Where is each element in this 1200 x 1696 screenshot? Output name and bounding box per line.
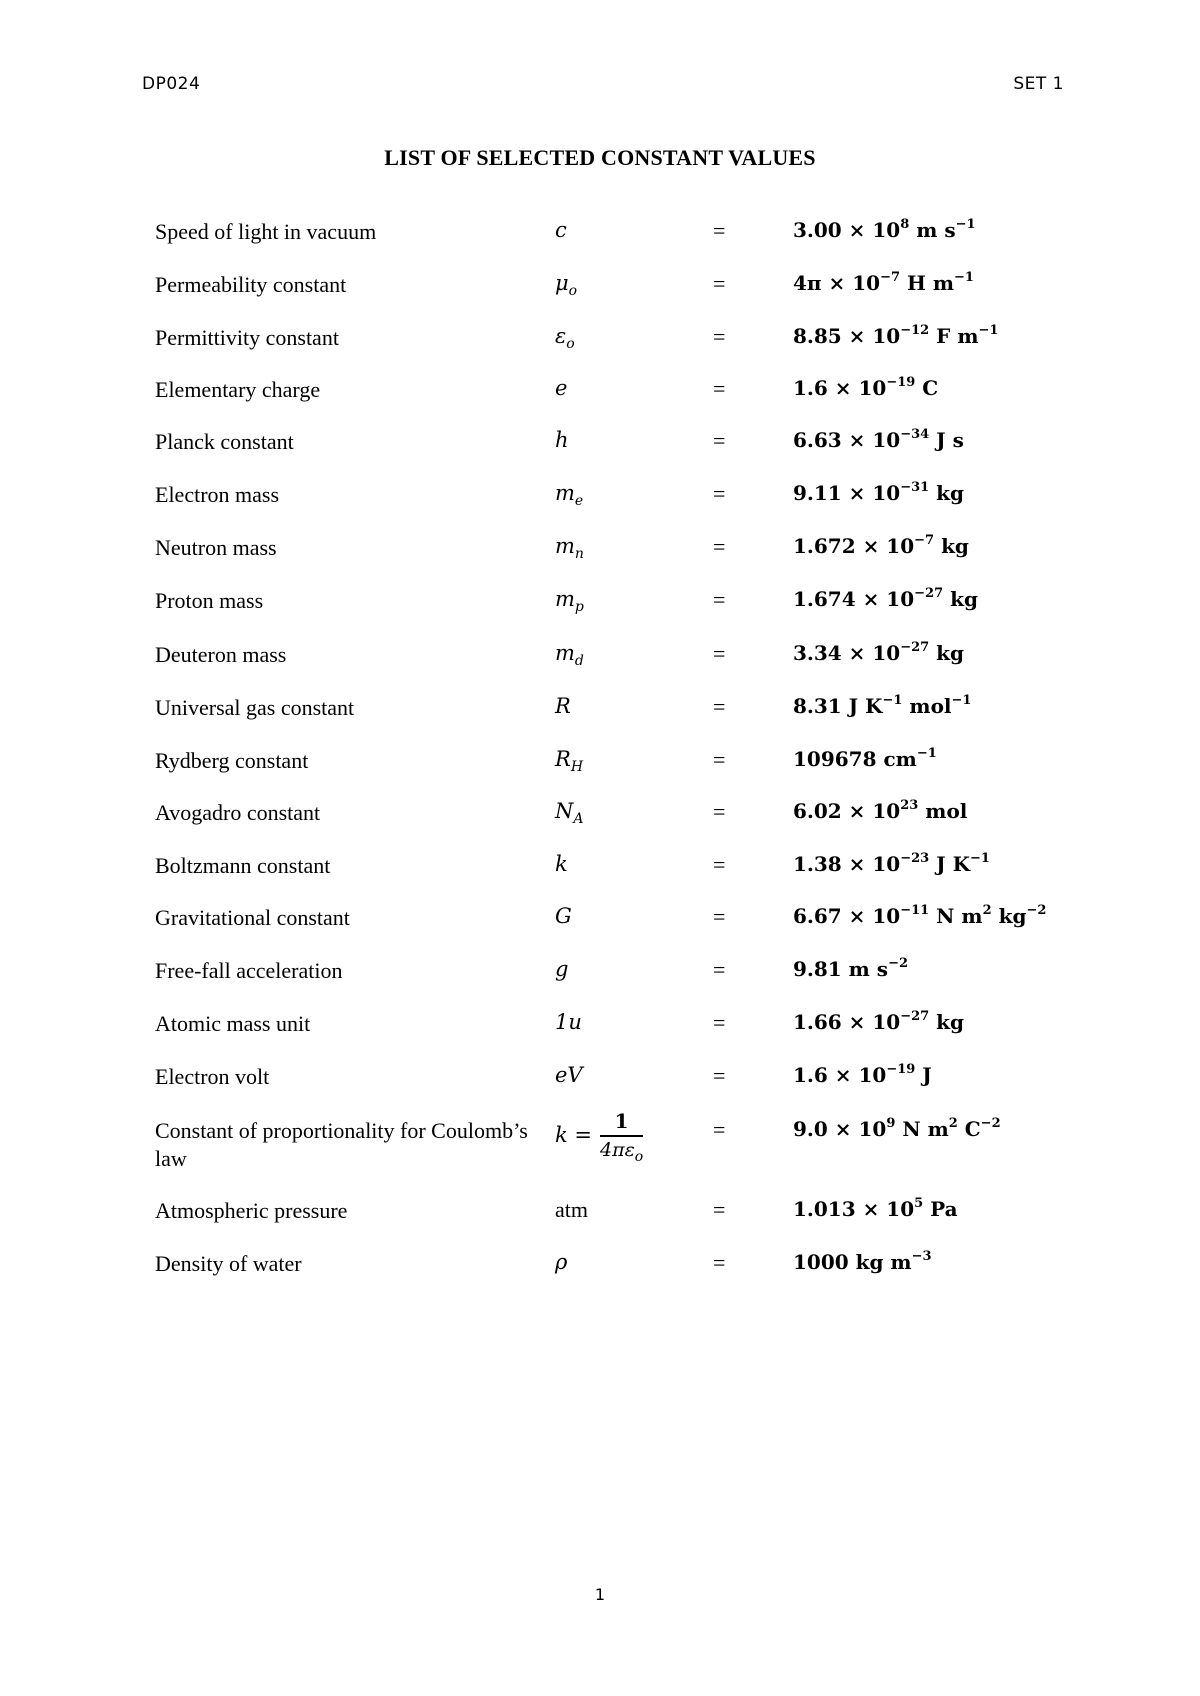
constant-name: Permittivity constant	[155, 325, 339, 350]
value-base: 6.02 × 10	[793, 799, 901, 823]
symbol-base: m	[555, 481, 575, 505]
constant-value	[793, 428, 964, 452]
constant-symbol	[555, 1063, 583, 1087]
symbol-subscript: o	[568, 283, 578, 299]
equals-sign: =	[713, 852, 726, 877]
value-unit-exponent: −1	[951, 693, 972, 708]
constant-symbol	[555, 481, 584, 509]
symbol-subscript: n	[574, 546, 584, 562]
constant-value	[793, 1010, 964, 1034]
value-unit: Pa	[923, 1197, 958, 1221]
symbol-base: ρ	[555, 1250, 568, 1274]
constant-value	[793, 1250, 932, 1274]
value-exponent: 9	[886, 1116, 896, 1131]
fraction-denominator: $4\pi\varepsilon_o$	[600, 1139, 644, 1165]
page-title: LIST OF SELECTED CONSTANT VALUES	[384, 145, 816, 170]
value-base: 6.63 × 10	[793, 428, 901, 452]
value-unit: C	[915, 376, 939, 400]
constant-symbol	[555, 1109, 644, 1165]
symbol-base: m	[555, 587, 575, 611]
value-base: 1.6 × 10	[793, 376, 887, 400]
constant-value	[793, 587, 978, 611]
symbol-base: m	[555, 641, 575, 665]
constant-symbol	[555, 428, 569, 452]
value-unit: mol	[918, 799, 968, 823]
symbol-base: m	[555, 534, 575, 558]
equals-sign: =	[713, 587, 726, 612]
constant-symbol	[555, 324, 575, 352]
constant-value	[793, 218, 976, 242]
value-exponent: −27	[900, 640, 930, 655]
equals-sign: =	[713, 481, 726, 506]
value-unit: J	[915, 1063, 932, 1087]
equals-sign: =	[713, 1063, 726, 1088]
value-unit-exponent: −1	[978, 323, 999, 338]
constant-symbol	[555, 534, 584, 562]
value-base: 109678 cm	[793, 747, 917, 771]
value-base: 8.85 × 10	[793, 324, 901, 348]
equals-sign: =	[713, 747, 726, 772]
value-unit: J s	[929, 428, 964, 452]
value-base: 3.34 × 10	[793, 641, 901, 665]
symbol-subscript: A	[573, 811, 584, 827]
value-unit: F m	[929, 324, 979, 348]
constant-name: Avogadro constant	[155, 800, 321, 825]
symbol-base: atm	[555, 1197, 588, 1222]
symbol-base: N	[555, 799, 574, 823]
value-unit: kg	[943, 587, 978, 611]
constant-symbol	[555, 799, 584, 827]
symbol-base: 1u	[555, 1010, 582, 1034]
constant-name: Deuteron mass	[155, 642, 287, 667]
constant-value	[793, 534, 969, 558]
value-unit2-exponent: −2	[980, 1116, 1001, 1131]
constant-symbol	[555, 218, 567, 242]
constant-value	[793, 271, 974, 295]
equals-sign: =	[713, 1250, 726, 1275]
equals-sign: =	[713, 694, 726, 719]
symbol-base: μ	[555, 271, 569, 295]
value-exponent: −2	[888, 956, 909, 971]
value-unit: H m	[900, 271, 955, 295]
value-base: 9.0 × 10	[793, 1117, 887, 1141]
symbol-base: G	[555, 904, 572, 928]
symbol-base: k	[555, 852, 568, 876]
constant-symbol	[555, 587, 584, 615]
header-set-label: SET 1	[1013, 74, 1064, 94]
symbol-subscript: p	[574, 599, 584, 615]
value-exponent: 23	[900, 798, 919, 813]
header-course-code: DP024	[142, 74, 201, 94]
value-base: 1.38 × 10	[793, 852, 901, 876]
symbol-subscript: d	[574, 653, 584, 669]
constant-value	[793, 957, 908, 981]
value-unit: N m	[895, 1117, 949, 1141]
value-exponent: −12	[900, 323, 930, 338]
value-unit: kg	[934, 534, 969, 558]
constant-symbol	[555, 1010, 582, 1034]
constant-symbol	[555, 747, 584, 775]
constant-name: Permeability constant	[155, 272, 347, 297]
constant-value	[793, 641, 964, 665]
equals-sign: =	[713, 376, 726, 401]
value-base: 4π × 10	[793, 271, 881, 295]
equals-sign: =	[713, 1117, 726, 1142]
constant-name: Constant of proportionality for Coulomb’s law	[155, 1118, 528, 1171]
constant-symbol	[555, 852, 568, 876]
equals-sign: =	[713, 904, 726, 929]
symbol-base: ε	[555, 324, 567, 348]
value-exponent: −19	[886, 375, 916, 390]
constant-value	[793, 1117, 1001, 1141]
fraction-numerator: 1	[600, 1109, 643, 1137]
constant-value	[793, 799, 967, 823]
value-unit2: C	[957, 1117, 981, 1141]
value-base: 1.66 × 10	[793, 1010, 901, 1034]
value-base: 1.672 × 10	[793, 534, 915, 558]
value-base: 1000 kg m	[793, 1250, 912, 1274]
constant-name: Universal gas constant	[155, 695, 355, 720]
equals-sign: =	[713, 1010, 726, 1035]
symbol-base: g	[555, 957, 569, 981]
symbol-subscript: e	[574, 493, 584, 509]
symbol-subscript: o	[566, 336, 575, 352]
value-exponent: −7	[914, 533, 935, 548]
constant-name: Boltzmann constant	[155, 853, 331, 878]
constant-symbol	[555, 376, 567, 400]
value-unit: kg	[929, 641, 965, 665]
value-exponent: −34	[900, 427, 930, 442]
constant-value	[793, 904, 1046, 928]
value-unit2-exponent: −2	[1026, 903, 1047, 918]
constant-name: Rydberg constant	[155, 748, 309, 773]
equals-sign: =	[713, 428, 726, 453]
symbol-base: e	[555, 376, 568, 400]
value-unit2: kg	[991, 904, 1027, 928]
equals-sign: =	[713, 641, 726, 666]
value-exponent: −1	[916, 746, 937, 761]
value-exponent: −27	[900, 1009, 930, 1024]
value-unit-exponent: −1	[955, 217, 976, 232]
value-exponent: 8	[900, 217, 910, 232]
value-base: 1.6 × 10	[793, 1063, 887, 1087]
constant-name: Elementary charge	[155, 377, 321, 402]
value-base: 8.31 J K	[793, 694, 883, 718]
constant-symbol	[555, 957, 568, 981]
value-unit-exponent: 2	[948, 1116, 958, 1131]
value-base: 9.81 m s	[793, 957, 889, 981]
equals-sign: =	[713, 534, 726, 559]
constant-name: Proton mass	[155, 588, 264, 613]
constant-name: Electron volt	[155, 1064, 270, 1089]
constant-symbol	[555, 271, 578, 299]
value-unit-exponent: −1	[970, 851, 990, 866]
equals-sign: =	[713, 218, 726, 243]
constant-symbol	[555, 1250, 567, 1274]
value-exponent: −3	[911, 1249, 932, 1264]
value-exponent: −1	[882, 693, 903, 708]
constant-name: Atmospheric pressure	[155, 1198, 348, 1223]
value-unit: J K	[929, 852, 970, 876]
constant-name: Free-fall acceleration	[155, 958, 343, 983]
symbol-subscript: H	[570, 759, 584, 775]
value-unit: m s	[909, 218, 956, 242]
symbol-base: R	[555, 694, 571, 718]
constant-value	[793, 376, 938, 400]
value-unit-exponent: 2	[982, 903, 992, 918]
equals-sign: =	[713, 799, 726, 824]
constant-symbol	[555, 904, 572, 928]
constant-name: Neutron mass	[155, 535, 277, 560]
page-number: 1	[594, 1585, 606, 1604]
symbol-base: eV	[555, 1063, 583, 1087]
value-unit: kg	[929, 1010, 965, 1034]
constant-value	[793, 1063, 932, 1087]
constant-value	[793, 1197, 958, 1221]
symbol-fraction	[600, 1109, 644, 1165]
symbol-base: h	[555, 428, 569, 452]
value-unit-exponent: −1	[954, 270, 974, 285]
constant-value	[793, 694, 971, 718]
value-exponent: 5	[914, 1196, 924, 1211]
value-base: 1.013 × 10	[793, 1197, 915, 1221]
value-exponent: −11	[900, 903, 930, 918]
constant-name: Density of water	[155, 1251, 302, 1276]
constant-value	[793, 747, 937, 771]
constant-value	[793, 324, 998, 348]
value-exponent: −27	[914, 586, 944, 601]
constant-name: Atomic mass unit	[155, 1011, 311, 1036]
symbol-base: c	[555, 218, 567, 242]
value-base: 6.67 × 10	[793, 904, 901, 928]
value-base: 9.11 × 10	[793, 481, 901, 505]
constant-value	[793, 852, 990, 876]
fraction-denominator-subscript: o	[634, 1149, 644, 1165]
value-unit: N m	[929, 904, 983, 928]
value-exponent: −23	[900, 851, 930, 866]
constant-name: Electron mass	[155, 482, 280, 507]
equals-sign: =	[713, 271, 726, 296]
value-base: 1.674 × 10	[793, 587, 915, 611]
constant-name: Speed of light in vacuum	[155, 219, 377, 244]
value-exponent: −19	[886, 1062, 916, 1077]
value-unit: mol	[902, 694, 952, 718]
constant-name: Planck constant	[155, 429, 294, 454]
equals-sign: =	[713, 1197, 726, 1222]
equals-sign: =	[713, 957, 726, 982]
constant-symbol	[555, 1197, 588, 1223]
constant-symbol	[555, 641, 584, 669]
value-exponent: −31	[900, 480, 930, 495]
constant-name: Gravitational constant	[155, 905, 350, 930]
value-unit: kg	[929, 481, 965, 505]
value-exponent: −7	[880, 270, 901, 285]
constant-value	[793, 481, 964, 505]
value-base: 3.00 × 10	[793, 218, 901, 242]
symbol-base: R	[555, 747, 571, 771]
symbol-lhs: k =	[555, 1123, 592, 1147]
equals-sign: =	[713, 324, 726, 349]
constant-symbol	[555, 694, 571, 718]
